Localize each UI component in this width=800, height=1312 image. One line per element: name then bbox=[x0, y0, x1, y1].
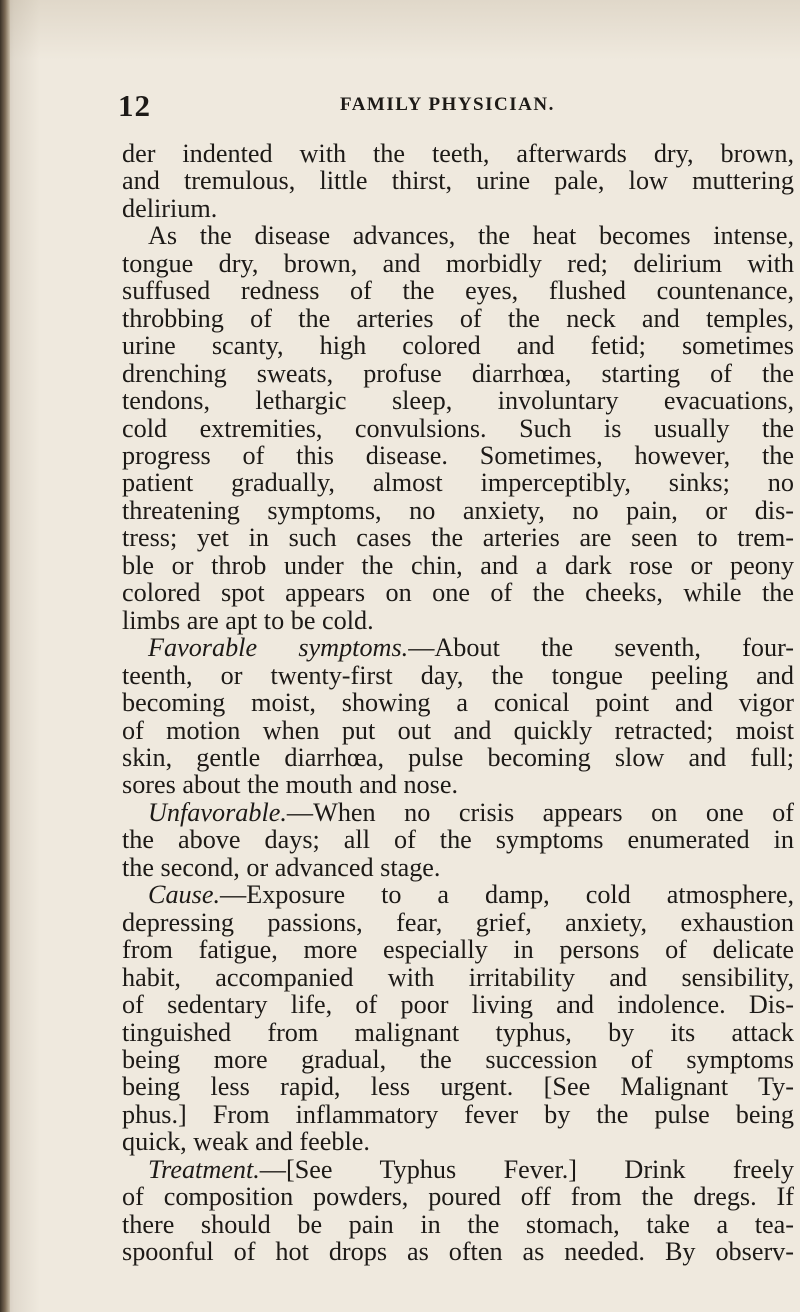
text-line: cold extremities, convulsions. Such is usually the bbox=[122, 413, 794, 443]
section-lead: Cause. bbox=[148, 880, 221, 910]
text-line: tendons, lethargic sleep, involuntary evacuations, bbox=[122, 386, 794, 416]
text-line: quick, weak and feeble. bbox=[122, 1127, 370, 1157]
body-text bbox=[122, 140, 794, 1266]
text-line: being more gradual, the succession of symptoms bbox=[122, 1044, 794, 1074]
section-lead: Unfavorable. bbox=[148, 797, 287, 827]
text-line: of motion when put out and quickly retracted; moist bbox=[122, 715, 794, 745]
text-line: tinguished from malignant typhus, by its attack bbox=[122, 1017, 794, 1047]
running-head: FAMILY PHYSICIAN. bbox=[340, 94, 555, 115]
text-line: the second, or advanced stage. bbox=[122, 852, 441, 882]
text-line: sores about the mouth and nose. bbox=[122, 770, 459, 800]
text-line: from fatigue, more especially in persons of delicate bbox=[122, 935, 794, 965]
page-number: 12 bbox=[118, 88, 151, 123]
text-line: tress; yet in such cases the arteries are seen to trem- bbox=[122, 523, 794, 553]
binding-gutter bbox=[0, 0, 10, 1312]
text-line: the above days; all of the symptoms enumerated in bbox=[122, 825, 794, 855]
text-line: spoonful of hot drops as often as needed. By observ- bbox=[122, 1237, 794, 1267]
section-favorable: Favorable symptoms.—About the seventh, four- bbox=[148, 633, 794, 663]
section-treatment: Treatment.—[See Typhus Fever.] Drink freely bbox=[148, 1154, 794, 1184]
text-line: depressing passions, fear, grief, anxiety, exhaustion bbox=[122, 907, 794, 937]
text-line: there should be pain in the stomach, take a tea- bbox=[122, 1209, 794, 1239]
section-lead: Favorable symptoms. bbox=[148, 633, 409, 663]
text-line: phus.] From inflammatory fever by the pulse being bbox=[122, 1099, 794, 1129]
text-line: and tremulous, little thirst, urine pale, low muttering bbox=[122, 166, 794, 196]
text-line: ble or throb under the chin, and a dark rose or peony bbox=[122, 550, 794, 580]
text-line: teenth, or twenty-first day, the tongue peeling and bbox=[122, 660, 794, 690]
section-unfavorable: Unfavorable.—When no crisis appears on one of bbox=[148, 797, 794, 827]
paragraph-start: As the disease advances, the heat becomes intense, bbox=[148, 221, 794, 251]
text-line: colored spot appears on one of the cheeks, while the bbox=[122, 578, 794, 608]
text-line: tongue dry, brown, and morbidly red; delirium with bbox=[122, 248, 794, 278]
text-line: of composition powders, poured off from the dregs. If bbox=[122, 1182, 794, 1212]
text-line: urine scanty, high colored and fetid; sometimes bbox=[122, 331, 794, 361]
text-line: threatening symptoms, no anxiety, no pain, or dis- bbox=[122, 495, 794, 525]
text-line: suffused redness of the eyes, flushed countenance, bbox=[122, 276, 794, 306]
text-line: habit, accompanied with irritability and sensibility, bbox=[122, 962, 794, 992]
text-line: throbbing of the arteries of the neck and temples, bbox=[122, 303, 794, 333]
text-line: drenching sweats, profuse diarrhœa, starting of the bbox=[122, 358, 794, 388]
text-line: patient gradually, almost imperceptibly, sinks; no bbox=[122, 468, 794, 498]
text-line: being less rapid, less urgent. [See Malignant Ty- bbox=[122, 1072, 794, 1102]
section-lead: Treatment. bbox=[148, 1154, 260, 1184]
text-line: delirium. bbox=[122, 193, 218, 223]
text-line: of sedentary life, of poor living and indolence. Dis- bbox=[122, 990, 794, 1020]
text-line: becoming moist, showing a conical point and vigor bbox=[122, 688, 794, 718]
text-line: progress of this disease. Sometimes, however, the bbox=[122, 440, 794, 470]
text-line: limbs are apt to be cold. bbox=[122, 605, 374, 635]
section-cause: Cause.—Exposure to a damp, cold atmosphere, bbox=[148, 880, 794, 910]
text-line: skin, gentle diarrhœa, pulse becoming slow and full; bbox=[122, 742, 794, 772]
text-line: der indented with the teeth, afterwards dry, brown, bbox=[122, 139, 794, 168]
page-header bbox=[118, 88, 718, 124]
